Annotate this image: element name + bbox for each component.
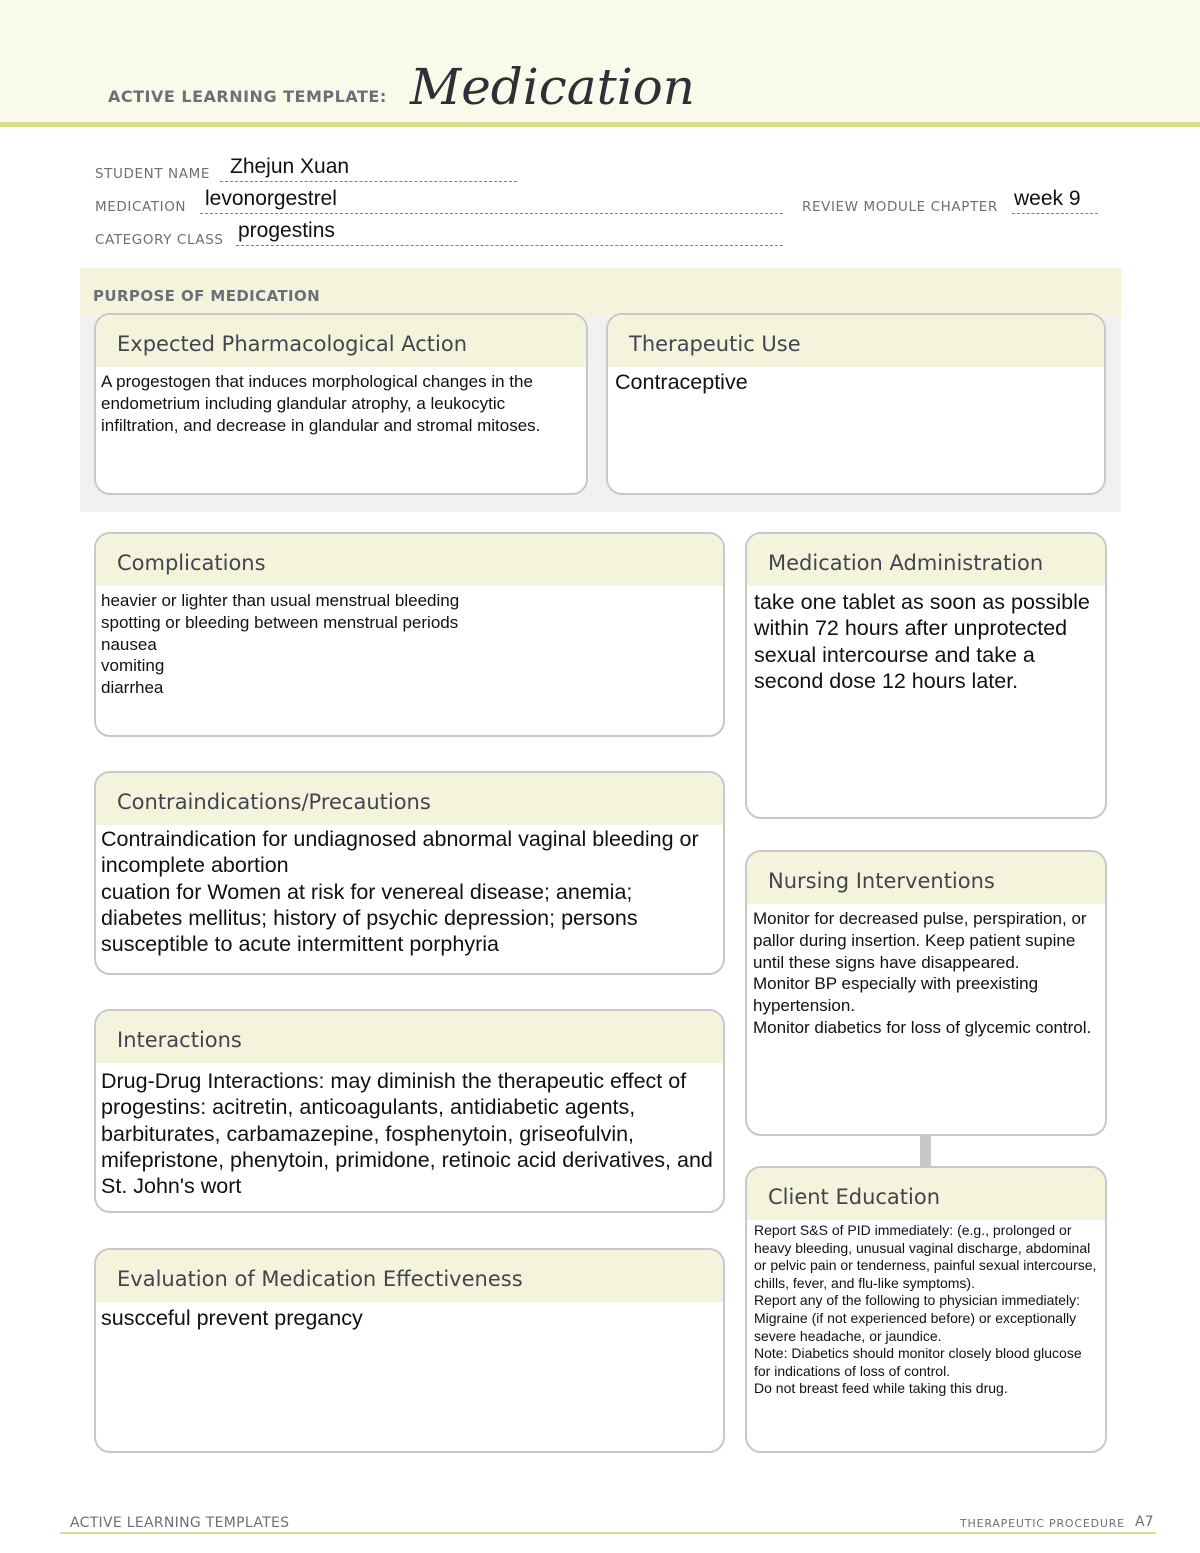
section-connector [920,1135,931,1166]
medication-administration-card [745,532,1107,819]
footer-left-label: ACTIVE LEARNING TEMPLATES [70,1515,290,1531]
student-name-underline [220,181,517,182]
evaluation-text[interactable]: suscceful prevent pregancy [101,1306,363,1330]
medication-underline [200,213,783,214]
category-class-underline [236,245,783,246]
template-label: ACTIVE LEARNING TEMPLATE: [108,87,387,106]
medication-field[interactable]: levonorgestrel [205,187,337,210]
expected-action-text[interactable]: A progestogen that induces morphological changes in the endometrium including glandular atrophy, a leukocytic infiltration, and decrease in glandular and stromal mitoses. [101,372,541,435]
therapeutic-use-title: Therapeutic Use [608,315,1104,367]
interactions-title: Interactions [96,1011,723,1063]
therapeutic-use-card [606,313,1106,495]
category-class-label: CATEGORY CLASS [95,232,224,248]
client-education-card [745,1166,1107,1453]
evaluation-card [94,1248,725,1453]
medication-administration-title: Medication Administration [747,534,1105,586]
client-education-text[interactable]: Report S&S of PID immediately: (e.g., prolonged or heavy bleeding, unusual vaginal discharge, abdominal or pelvic pain or tenderness, painful sexual intercourse, chills, fever, and flu-like symptoms). Report any of the following to physician immediately: Migraine (if not experienced before) or exceptionally severe headache, or jaundice. Note: Diabetics should monitor closely blood glucose for indications of loss of control. Do not breast feed while taking this drug. [754,1222,1097,1397]
page-title: Medication [410,58,695,116]
contraindications-text[interactable]: Contraindication for undiagnosed abnormal vaginal bleeding or incomplete abortion cuation for Women at risk for venereal disease; anemia; diabetes mellitus; history of psychic depression; persons susceptible to acute intermittent porphyria [101,827,699,957]
client-education-title: Client Education [747,1168,1105,1220]
student-name-label: STUDENT NAME [95,166,210,182]
expected-action-card [94,313,588,495]
review-module-chapter-field[interactable]: week 9 [1014,187,1081,210]
complications-title: Complications [96,534,723,586]
category-class-field[interactable]: progestins [238,219,335,242]
evaluation-title: Evaluation of Medication Effectiveness [96,1250,723,1302]
nursing-interventions-text[interactable]: Monitor for decreased pulse, perspiration, or pallor during insertion. Keep patient supine until these signs have disappeared. Monitor BP especially with preexisting hypertension. Monitor diabetics for loss of glycemic control. [753,909,1092,1037]
interactions-card [94,1009,725,1213]
review-module-chapter-label: REVIEW MODULE CHAPTER [802,199,998,215]
complications-text[interactable]: heavier or lighter than usual menstrual bleeding spotting or bleeding between menstrual periods nausea vomiting diarrhea [101,591,460,698]
review-module-chapter-underline [1012,213,1098,214]
header-divider [0,122,1200,127]
student-name-field[interactable]: Zhejun Xuan [230,155,350,178]
footer-divider [60,1532,1156,1534]
contraindications-card [94,771,725,975]
nursing-interventions-title: Nursing Interventions [747,852,1105,904]
medication-administration-text[interactable]: take one tablet as soon as possible within 72 hours after unprotected sexual intercourse and take a second dose 12 hours later. [754,590,1090,693]
medication-label: MEDICATION [95,199,187,215]
purpose-heading: PURPOSE OF MEDICATION [93,287,321,305]
interactions-text[interactable]: Drug-Drug Interactions: may diminish the therapeutic effect of progestins: acitretin, anticoagulants, antidiabetic agents, barbiturates, carbamazepine, fosphenytoin, griseofulvin, mifepristone, phenytoin, primidone, retinoic acid derivatives, and St. John's wort [101,1069,713,1199]
expected-action-title: Expected Pharmacological Action [96,315,586,367]
therapeutic-use-text[interactable]: Contraceptive [615,370,748,394]
contraindications-title: Contraindications/Precautions [96,773,723,825]
page-number: A7 [1135,1514,1154,1530]
footer-right-label: THERAPEUTIC PROCEDURE [960,1517,1125,1530]
nursing-interventions-card [745,850,1107,1136]
complications-card [94,532,725,737]
